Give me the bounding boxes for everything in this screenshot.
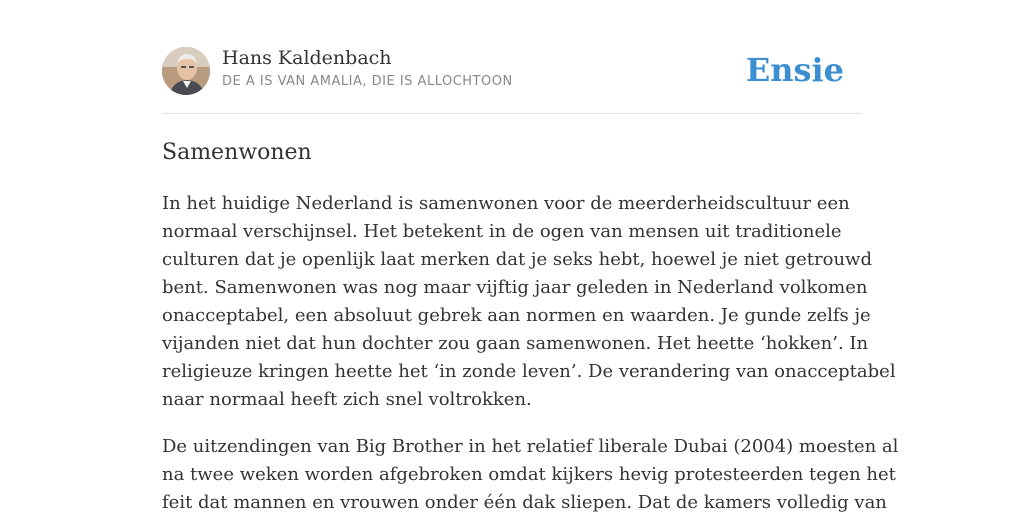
text-line: vijanden niet dat hun dochter zou gaan samenwonen. Het heette ‘hokken’. In bbox=[162, 333, 869, 354]
article-header bbox=[162, 46, 862, 96]
article-paragraph bbox=[162, 190, 896, 414]
text-line: onacceptabel, een absoluut gebrek aan normen en waarden. Je gunde zelfs je bbox=[162, 305, 871, 326]
text-line: De uitzendingen van Big Brother in het relatief liberale Dubai (2004) moesten al bbox=[162, 436, 899, 457]
text-line: religieuze kringen heette het ‘in zonde leven’. De verandering van onacceptabel bbox=[162, 361, 896, 382]
text-line: naar normaal heeft zich snel voltrokken. bbox=[162, 389, 532, 410]
text-line: bent. Samenwonen was nog maar vijftig jaar geleden in Nederland volkomen bbox=[162, 277, 868, 298]
text-line: na twee weken worden afgebroken omdat kijkers hevig protesteerden tegen het bbox=[162, 464, 896, 485]
author-avatar[interactable] bbox=[162, 47, 210, 95]
author-tagline: DE A IS VAN AMALIA, DIE IS ALLOCHTOON bbox=[222, 74, 513, 89]
article-body bbox=[162, 190, 899, 512]
header-divider bbox=[162, 113, 862, 114]
article-paragraph bbox=[162, 433, 899, 512]
author-portrait-icon bbox=[162, 47, 210, 95]
text-line: culturen dat je openlijk laat merken dat je seks hebt, hoewel je niet getrouwd bbox=[162, 249, 872, 270]
text-line: normaal verschijnsel. Het betekent in de ogen van mensen uit traditionele bbox=[162, 221, 842, 242]
text-line: In het huidige Nederland is samenwonen voor de meerderheidscultuur een bbox=[162, 193, 850, 214]
ensie-logo-link[interactable]: Ensie bbox=[745, 51, 844, 89]
article-title: Samenwonen bbox=[162, 140, 312, 165]
author-name[interactable]: Hans Kaldenbach bbox=[222, 47, 392, 69]
text-line: feit dat mannen en vrouwen onder één dak sliepen. Dat de kamers volledig van bbox=[162, 492, 887, 512]
